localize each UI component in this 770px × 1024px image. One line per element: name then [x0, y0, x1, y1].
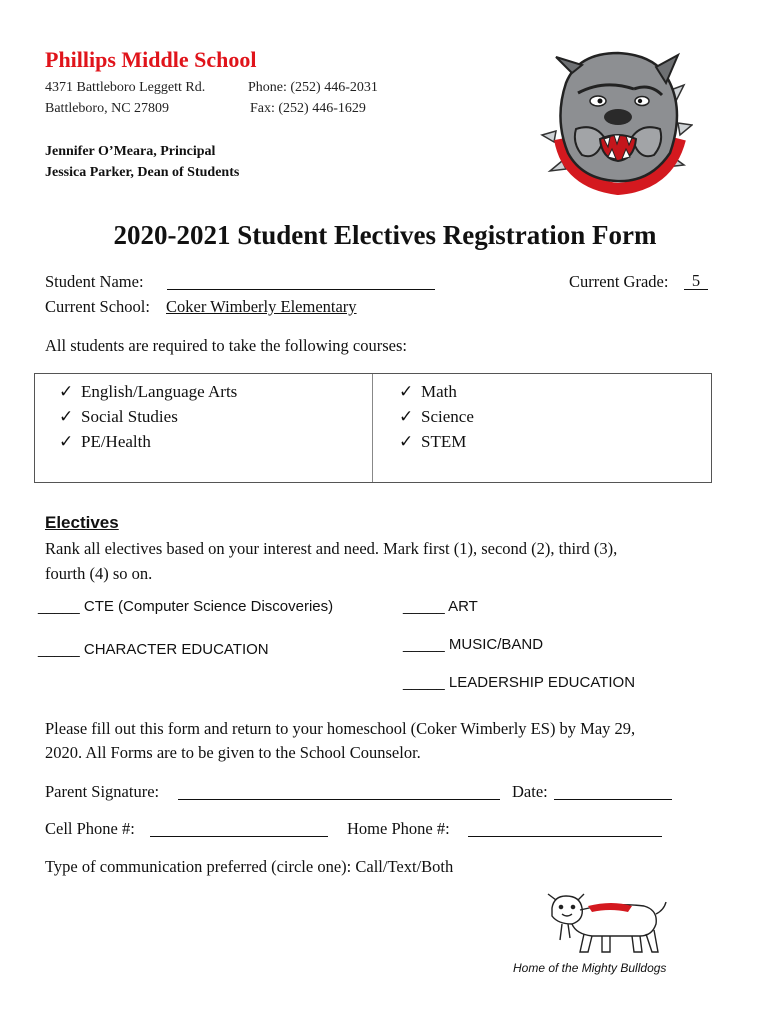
- required-course-item: ✓ Math: [399, 382, 457, 402]
- return-instructions-line-1: Please fill out this form and return to your homeschool (Coker Wimberly ES) by May 29,: [45, 719, 636, 738]
- required-courses-box: [34, 373, 712, 483]
- required-courses-divider: [372, 374, 373, 482]
- fax-number: Fax: (252) 446-1629: [250, 101, 366, 116]
- rank-blank[interactable]: _____: [403, 598, 445, 615]
- communication-preference: Type of communication preferred (circle one): Call/Text/Both: [45, 857, 454, 876]
- elective-cte[interactable]: _____ CTE (Computer Science Discoveries): [38, 598, 334, 615]
- required-course-item: ✓ PE/Health: [59, 432, 151, 452]
- home-phone-label: Home Phone #:: [347, 819, 450, 838]
- current-grade-value[interactable]: 5: [684, 272, 708, 290]
- rank-blank[interactable]: _____: [403, 636, 445, 653]
- rank-blank[interactable]: _____: [403, 674, 445, 691]
- bulldog-head-icon: [538, 43, 693, 198]
- rank-blank[interactable]: _____: [38, 598, 80, 615]
- principal-name: Jennifer O’Meara, Principal: [45, 144, 216, 159]
- required-course-item: ✓ English/Language Arts: [59, 382, 238, 402]
- current-grade-label: Current Grade:: [569, 272, 669, 291]
- date-field[interactable]: [554, 799, 672, 800]
- return-instructions-line-2: 2020. All Forms are to be given to the School Counselor.: [45, 743, 421, 762]
- date-label: Date:: [512, 782, 548, 801]
- dean-name: Jessica Parker, Dean of Students: [45, 165, 240, 180]
- checkmark-icon: ✓: [59, 382, 74, 402]
- address-line-1: 4371 Battleboro Leggett Rd.: [45, 80, 206, 95]
- cell-phone-field[interactable]: [150, 836, 328, 837]
- phone-number: Phone: (252) 446-2031: [248, 80, 378, 95]
- required-course-item: ✓ Science: [399, 407, 474, 427]
- checkmark-icon: ✓: [399, 407, 414, 427]
- bulldog-full-icon: [532, 890, 672, 956]
- required-courses-intro: All students are required to take the following courses:: [45, 336, 407, 355]
- home-phone-field[interactable]: [468, 836, 662, 837]
- elective-art[interactable]: _____ ART: [403, 598, 478, 615]
- required-course-item: ✓ STEM: [399, 432, 467, 452]
- student-name-label: Student Name:: [45, 272, 144, 291]
- form-title: 2020-2021 Student Electives Registration Form: [113, 220, 657, 250]
- student-name-field[interactable]: [167, 289, 435, 290]
- electives-heading: Electives: [45, 513, 119, 532]
- parent-signature-label: Parent Signature:: [45, 782, 160, 801]
- cell-phone-label: Cell Phone #:: [45, 819, 135, 838]
- parent-signature-field[interactable]: [178, 799, 500, 800]
- elective-character-education[interactable]: _____ CHARACTER EDUCATION: [38, 641, 269, 658]
- current-school-value[interactable]: Coker Wimberly Elementary: [166, 297, 357, 316]
- checkmark-icon: ✓: [399, 432, 414, 452]
- elective-leadership-education[interactable]: _____ LEADERSHIP EDUCATION: [403, 674, 636, 691]
- checkmark-icon: ✓: [399, 382, 414, 402]
- address-line-2: Battleboro, NC 27809: [45, 101, 170, 116]
- rank-blank[interactable]: _____: [38, 641, 80, 658]
- electives-instruction-line-1: Rank all electives based on your interest and need. Mark first (1), second (2), third (3),: [45, 539, 618, 558]
- school-name: Phillips Middle School: [45, 47, 257, 72]
- footer-tagline: Home of the Mighty Bulldogs: [513, 961, 667, 975]
- current-school-label: Current School:: [45, 297, 150, 316]
- checkmark-icon: ✓: [59, 407, 74, 427]
- electives-instruction-line-2: fourth (4) so on.: [45, 564, 153, 583]
- elective-music-band[interactable]: _____ MUSIC/BAND: [403, 636, 544, 653]
- required-course-item: ✓ Social Studies: [59, 407, 178, 427]
- checkmark-icon: ✓: [59, 432, 74, 452]
